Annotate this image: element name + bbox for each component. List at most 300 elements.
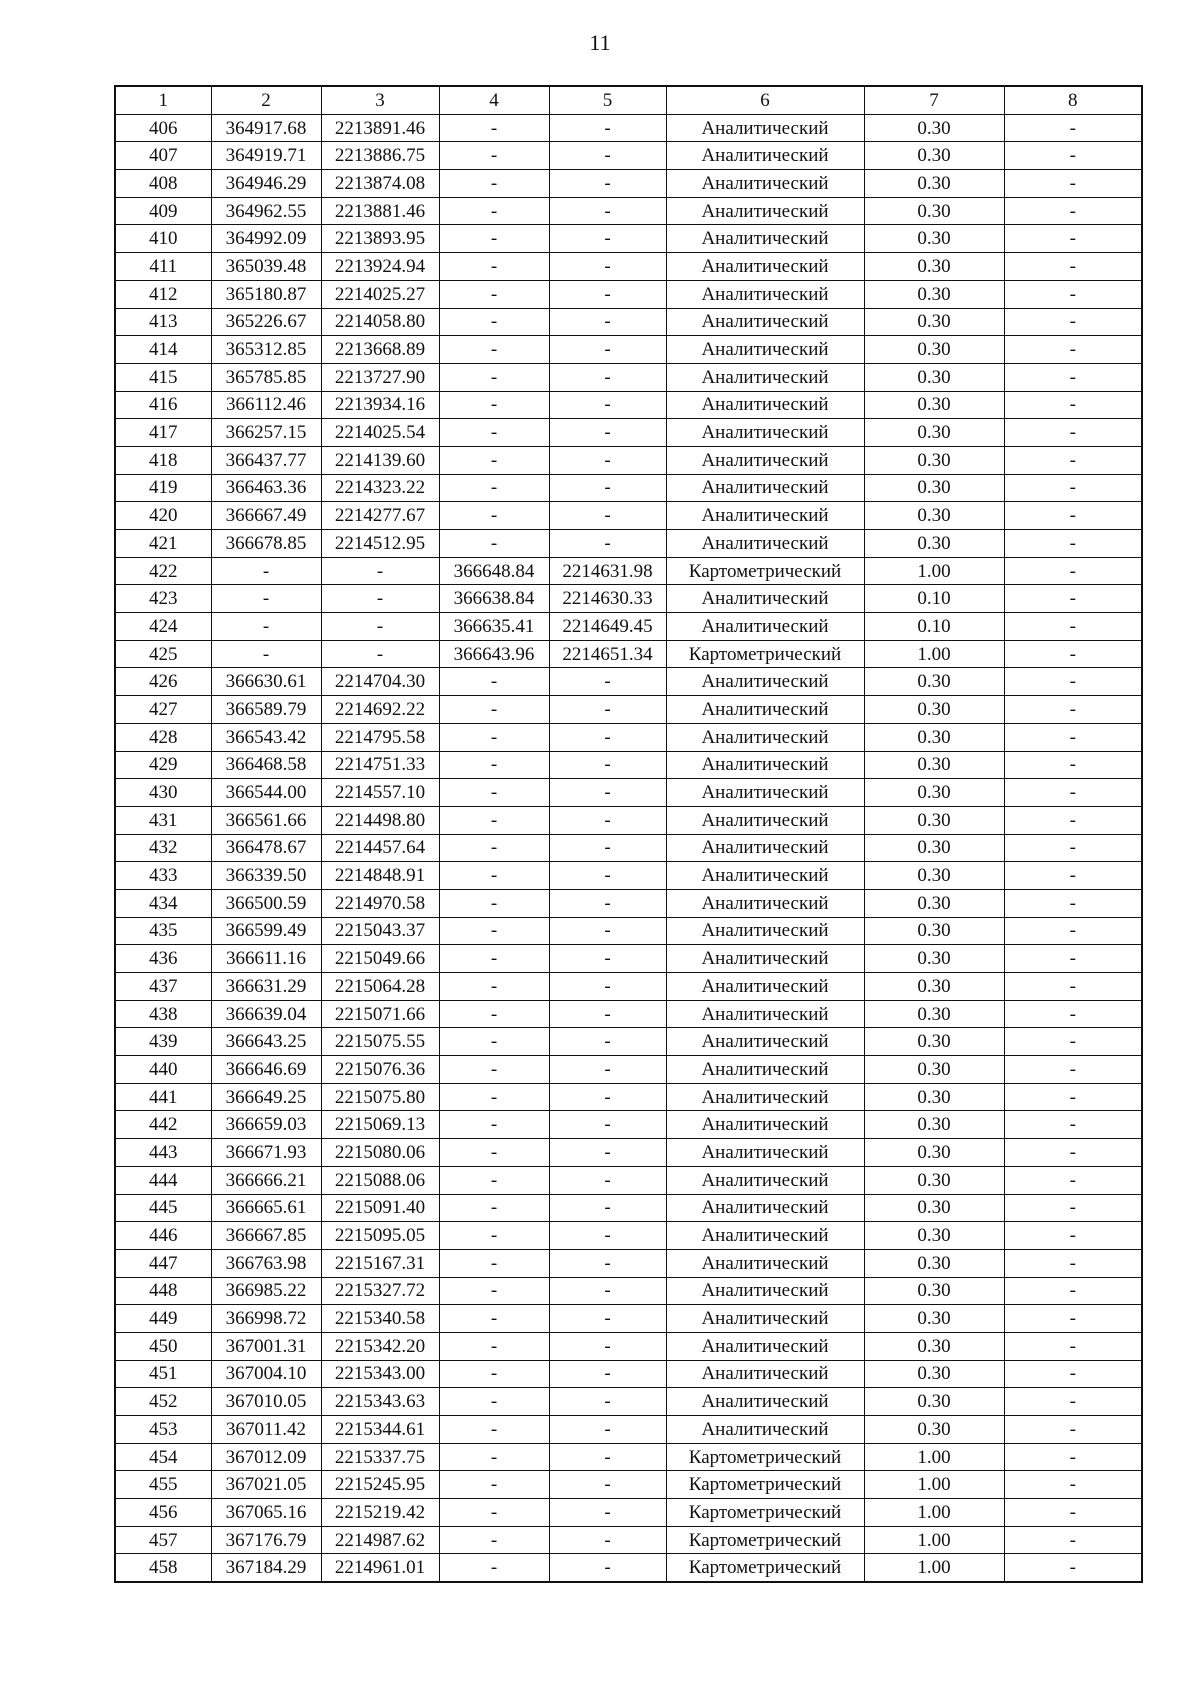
- table-cell: -: [439, 419, 549, 447]
- table-cell: -: [1004, 640, 1142, 668]
- table-cell: -: [439, 751, 549, 779]
- table-row: [115, 1139, 1142, 1167]
- table-cell: -: [439, 474, 549, 502]
- table-cell: 0.30: [864, 363, 1004, 391]
- table-cell: Аналитический: [666, 1277, 864, 1305]
- table-cell: 365312.85: [211, 336, 321, 364]
- table-cell: 2215043.37: [321, 917, 439, 945]
- table-cell: -: [1004, 1416, 1142, 1444]
- table-cell: -: [549, 973, 666, 1001]
- table-cell: 366631.29: [211, 973, 321, 1001]
- table-row: [115, 917, 1142, 945]
- table-cell: 2215344.61: [321, 1416, 439, 1444]
- table-row: [115, 474, 1142, 502]
- column-header: 8: [1004, 86, 1142, 114]
- table-cell: 2215069.13: [321, 1111, 439, 1139]
- table-cell: -: [1004, 1056, 1142, 1084]
- table-cell: 422: [115, 557, 211, 585]
- table-row: [115, 225, 1142, 253]
- table-cell: Аналитический: [666, 1194, 864, 1222]
- table-cell: 0.30: [864, 834, 1004, 862]
- table-cell: -: [549, 751, 666, 779]
- table-cell: 2213874.08: [321, 170, 439, 198]
- table-cell: -: [439, 1194, 549, 1222]
- table-cell: -: [1004, 170, 1142, 198]
- table-row: [115, 1056, 1142, 1084]
- table-row: [115, 1526, 1142, 1554]
- table-cell: 0.10: [864, 585, 1004, 613]
- table-cell: -: [549, 1056, 666, 1084]
- table-cell: 433: [115, 862, 211, 890]
- table-cell: 411: [115, 253, 211, 281]
- table-cell: 2214630.33: [549, 585, 666, 613]
- table-cell: 2215076.36: [321, 1056, 439, 1084]
- table-cell: -: [549, 1083, 666, 1111]
- table-cell: Аналитический: [666, 253, 864, 281]
- table-cell: -: [1004, 114, 1142, 142]
- table-cell: 416: [115, 391, 211, 419]
- table-cell: -: [439, 1471, 549, 1499]
- table-cell: 365180.87: [211, 280, 321, 308]
- table-cell: Аналитический: [666, 1083, 864, 1111]
- table-cell: -: [549, 142, 666, 170]
- table-cell: 366643.25: [211, 1028, 321, 1056]
- table-cell: 0.30: [864, 889, 1004, 917]
- table-cell: -: [549, 723, 666, 751]
- table-cell: 432: [115, 834, 211, 862]
- table-cell: -: [439, 889, 549, 917]
- table-row: [115, 779, 1142, 807]
- table-cell: -: [439, 806, 549, 834]
- table-cell: -: [549, 336, 666, 364]
- table-cell: 2215343.00: [321, 1360, 439, 1388]
- table-cell: 2215088.06: [321, 1166, 439, 1194]
- table-cell: Аналитический: [666, 1139, 864, 1167]
- table-cell: -: [549, 1499, 666, 1527]
- table-cell: -: [1004, 1305, 1142, 1333]
- table-cell: -: [549, 308, 666, 336]
- table-cell: 366666.21: [211, 1166, 321, 1194]
- table-row: [115, 723, 1142, 751]
- table-cell: 408: [115, 170, 211, 198]
- table-cell: 2215340.58: [321, 1305, 439, 1333]
- table-cell: 366638.84: [439, 585, 549, 613]
- table-cell: -: [1004, 336, 1142, 364]
- table-cell: -: [1004, 1360, 1142, 1388]
- table-row: [115, 1166, 1142, 1194]
- table-cell: Аналитический: [666, 197, 864, 225]
- table-row: [115, 530, 1142, 558]
- table-cell: 2215064.28: [321, 973, 439, 1001]
- table-cell: 366468.58: [211, 751, 321, 779]
- table-cell: 2214139.60: [321, 446, 439, 474]
- table-cell: 2214457.64: [321, 834, 439, 862]
- table-row: [115, 253, 1142, 281]
- table-cell: 443: [115, 1139, 211, 1167]
- table-row: [115, 668, 1142, 696]
- table-cell: 452: [115, 1388, 211, 1416]
- table-cell: -: [439, 114, 549, 142]
- table-cell: 0.30: [864, 1416, 1004, 1444]
- table-cell: 366544.00: [211, 779, 321, 807]
- table-cell: -: [549, 862, 666, 890]
- table-cell: 0.30: [864, 945, 1004, 973]
- table-cell: -: [1004, 1139, 1142, 1167]
- table-cell: -: [549, 446, 666, 474]
- table-cell: 0.30: [864, 170, 1004, 198]
- table-cell: 0.30: [864, 530, 1004, 558]
- table-cell: -: [439, 336, 549, 364]
- table-row: [115, 1194, 1142, 1222]
- table-cell: 366463.36: [211, 474, 321, 502]
- table-cell: 0.30: [864, 1194, 1004, 1222]
- table-cell: Аналитический: [666, 834, 864, 862]
- table-cell: -: [1004, 1499, 1142, 1527]
- table-cell: Аналитический: [666, 613, 864, 641]
- table-row: [115, 1222, 1142, 1250]
- table-cell: -: [549, 945, 666, 973]
- table-cell: Аналитический: [666, 779, 864, 807]
- table-cell: 406: [115, 114, 211, 142]
- table-cell: 364962.55: [211, 197, 321, 225]
- table-cell: 0.30: [864, 474, 1004, 502]
- table-cell: Аналитический: [666, 917, 864, 945]
- table-cell: 2214649.45: [549, 613, 666, 641]
- table-cell: -: [549, 170, 666, 198]
- table-cell: 1.00: [864, 640, 1004, 668]
- table-cell: 451: [115, 1360, 211, 1388]
- table-cell: Аналитический: [666, 1388, 864, 1416]
- table-cell: 0.30: [864, 197, 1004, 225]
- table-cell: 367065.16: [211, 1499, 321, 1527]
- table-cell: 438: [115, 1000, 211, 1028]
- table-cell: -: [1004, 1083, 1142, 1111]
- table-cell: Аналитический: [666, 474, 864, 502]
- table-cell: 366671.93: [211, 1139, 321, 1167]
- table-cell: 0.30: [864, 419, 1004, 447]
- table-cell: 2213934.16: [321, 391, 439, 419]
- table-cell: Аналитический: [666, 280, 864, 308]
- table-cell: 0.30: [864, 779, 1004, 807]
- table-cell: 1.00: [864, 1499, 1004, 1527]
- table-cell: -: [439, 1305, 549, 1333]
- table-cell: -: [549, 1360, 666, 1388]
- table-cell: -: [321, 557, 439, 585]
- table-cell: -: [321, 640, 439, 668]
- table-cell: 450: [115, 1332, 211, 1360]
- table-cell: 366659.03: [211, 1111, 321, 1139]
- table-cell: 2214631.98: [549, 557, 666, 585]
- table-cell: 2215219.42: [321, 1499, 439, 1527]
- table-cell: 0.30: [864, 1139, 1004, 1167]
- table-cell: 417: [115, 419, 211, 447]
- table-row: [115, 751, 1142, 779]
- table-cell: 366646.69: [211, 1056, 321, 1084]
- table-cell: 2213727.90: [321, 363, 439, 391]
- table-cell: 0.30: [864, 1056, 1004, 1084]
- table-cell: -: [439, 1028, 549, 1056]
- table-cell: 449: [115, 1305, 211, 1333]
- table-cell: 366478.67: [211, 834, 321, 862]
- table-cell: -: [1004, 1194, 1142, 1222]
- table-cell: 0.10: [864, 613, 1004, 641]
- table-cell: -: [439, 142, 549, 170]
- table-cell: Аналитический: [666, 751, 864, 779]
- table-row: [115, 419, 1142, 447]
- table-cell: 1.00: [864, 557, 1004, 585]
- table-cell: 1.00: [864, 1554, 1004, 1582]
- table-cell: -: [549, 1471, 666, 1499]
- table-cell: Картометрический: [666, 1499, 864, 1527]
- table-row: [115, 280, 1142, 308]
- table-cell: 2214795.58: [321, 723, 439, 751]
- table-cell: -: [439, 391, 549, 419]
- table-cell: Аналитический: [666, 1056, 864, 1084]
- table-cell: -: [321, 613, 439, 641]
- table-cell: 364917.68: [211, 114, 321, 142]
- table-cell: 0.30: [864, 1277, 1004, 1305]
- table-cell: 366667.85: [211, 1222, 321, 1250]
- table-row: [115, 391, 1142, 419]
- table-cell: Аналитический: [666, 806, 864, 834]
- table-row: [115, 557, 1142, 585]
- column-header: 6: [666, 86, 864, 114]
- table-cell: Аналитический: [666, 585, 864, 613]
- table-cell: -: [1004, 502, 1142, 530]
- table-cell: Аналитический: [666, 530, 864, 558]
- table-cell: 0.30: [864, 1222, 1004, 1250]
- table-cell: 436: [115, 945, 211, 973]
- table-cell: 367184.29: [211, 1554, 321, 1582]
- table-row: [115, 1083, 1142, 1111]
- table-cell: -: [1004, 557, 1142, 585]
- table-cell: -: [439, 1139, 549, 1167]
- table-cell: -: [549, 1332, 666, 1360]
- table-cell: Аналитический: [666, 1111, 864, 1139]
- table-cell: 366998.72: [211, 1305, 321, 1333]
- table-cell: Аналитический: [666, 1360, 864, 1388]
- table-cell: -: [211, 640, 321, 668]
- table-cell: -: [1004, 1111, 1142, 1139]
- table-cell: Аналитический: [666, 862, 864, 890]
- table-cell: 2214692.22: [321, 696, 439, 724]
- table-row: [115, 696, 1142, 724]
- table-cell: -: [1004, 834, 1142, 862]
- table-cell: Аналитический: [666, 308, 864, 336]
- table-cell: 366500.59: [211, 889, 321, 917]
- table-cell: 2214848.91: [321, 862, 439, 890]
- table-cell: 435: [115, 917, 211, 945]
- table-cell: -: [549, 391, 666, 419]
- table-cell: 0.30: [864, 1083, 1004, 1111]
- table-cell: -: [549, 474, 666, 502]
- table-cell: 366112.46: [211, 391, 321, 419]
- table-cell: 366589.79: [211, 696, 321, 724]
- table-cell: 0.30: [864, 1332, 1004, 1360]
- table-cell: Аналитический: [666, 973, 864, 1001]
- table-cell: -: [549, 806, 666, 834]
- column-header: 4: [439, 86, 549, 114]
- table-cell: -: [1004, 696, 1142, 724]
- table-row: [115, 1360, 1142, 1388]
- table-row: [115, 336, 1142, 364]
- table-cell: 367176.79: [211, 1526, 321, 1554]
- table-cell: 0.30: [864, 1000, 1004, 1028]
- table-cell: -: [1004, 1000, 1142, 1028]
- table-cell: 431: [115, 806, 211, 834]
- table-cell: 2215080.06: [321, 1139, 439, 1167]
- table-cell: 0.30: [864, 1028, 1004, 1056]
- table-cell: -: [439, 1554, 549, 1582]
- table-cell: 0.30: [864, 308, 1004, 336]
- table-cell: -: [549, 1194, 666, 1222]
- table-cell: -: [439, 1166, 549, 1194]
- table-cell: Картометрический: [666, 1443, 864, 1471]
- table-cell: 0.30: [864, 806, 1004, 834]
- table-cell: -: [439, 253, 549, 281]
- table-cell: -: [439, 446, 549, 474]
- table-cell: 366643.96: [439, 640, 549, 668]
- table-cell: Аналитический: [666, 170, 864, 198]
- table-cell: 2215075.80: [321, 1083, 439, 1111]
- table-cell: Аналитический: [666, 1416, 864, 1444]
- coordinates-table: [114, 85, 1143, 1583]
- table-cell: 2213891.46: [321, 114, 439, 142]
- table-cell: -: [549, 530, 666, 558]
- table-cell: -: [1004, 363, 1142, 391]
- table-cell: 366543.42: [211, 723, 321, 751]
- table-cell: -: [1004, 197, 1142, 225]
- table-cell: 364992.09: [211, 225, 321, 253]
- table-cell: -: [439, 862, 549, 890]
- table-row: [115, 973, 1142, 1001]
- table-cell: Аналитический: [666, 1249, 864, 1277]
- table-row: [115, 1305, 1142, 1333]
- table-cell: -: [1004, 1471, 1142, 1499]
- table-cell: 366561.66: [211, 806, 321, 834]
- table-row: [115, 1028, 1142, 1056]
- table-cell: Аналитический: [666, 1305, 864, 1333]
- table-cell: -: [1004, 308, 1142, 336]
- table-cell: Аналитический: [666, 142, 864, 170]
- table-cell: 2213893.95: [321, 225, 439, 253]
- table-cell: -: [439, 917, 549, 945]
- table-cell: -: [549, 889, 666, 917]
- table-cell: 2214058.80: [321, 308, 439, 336]
- table-cell: -: [549, 1000, 666, 1028]
- table-cell: 407: [115, 142, 211, 170]
- table-cell: 2213924.94: [321, 253, 439, 281]
- column-header: 1: [115, 86, 211, 114]
- table-cell: 418: [115, 446, 211, 474]
- table-row: [115, 1471, 1142, 1499]
- table-cell: 0.30: [864, 668, 1004, 696]
- table-cell: Картометрический: [666, 640, 864, 668]
- table-cell: 2215327.72: [321, 1277, 439, 1305]
- table-cell: 366985.22: [211, 1277, 321, 1305]
- table-cell: 0.30: [864, 862, 1004, 890]
- table-cell: 0.30: [864, 1249, 1004, 1277]
- table-cell: -: [1004, 446, 1142, 474]
- table-row: [115, 613, 1142, 641]
- table-row: [115, 197, 1142, 225]
- table-cell: 2214987.62: [321, 1526, 439, 1554]
- table-row: [115, 363, 1142, 391]
- table-cell: 2215049.66: [321, 945, 439, 973]
- table-cell: Аналитический: [666, 419, 864, 447]
- table-cell: 454: [115, 1443, 211, 1471]
- table-cell: 2213886.75: [321, 142, 439, 170]
- table-cell: 366437.77: [211, 446, 321, 474]
- table-cell: 421: [115, 530, 211, 558]
- table-cell: -: [549, 1111, 666, 1139]
- table-cell: -: [439, 363, 549, 391]
- table-cell: 445: [115, 1194, 211, 1222]
- table-row: [115, 1277, 1142, 1305]
- page-number: 11: [589, 30, 611, 55]
- table-cell: 2215091.40: [321, 1194, 439, 1222]
- table-row: [115, 1332, 1142, 1360]
- table-cell: -: [1004, 530, 1142, 558]
- column-header: 5: [549, 86, 666, 114]
- table-cell: 412: [115, 280, 211, 308]
- table-cell: 364946.29: [211, 170, 321, 198]
- table-header-row: [115, 86, 1142, 114]
- table-row: [115, 308, 1142, 336]
- table-cell: 365226.67: [211, 308, 321, 336]
- table-cell: -: [1004, 751, 1142, 779]
- table-cell: -: [549, 280, 666, 308]
- table-cell: 2214512.95: [321, 530, 439, 558]
- table-cell: 2215245.95: [321, 1471, 439, 1499]
- table-cell: -: [439, 225, 549, 253]
- table-cell: Аналитический: [666, 696, 864, 724]
- table-cell: -: [549, 1526, 666, 1554]
- table-cell: -: [549, 114, 666, 142]
- table-cell: -: [439, 1499, 549, 1527]
- table-cell: Аналитический: [666, 1166, 864, 1194]
- table-cell: 453: [115, 1416, 211, 1444]
- table-cell: 0.30: [864, 973, 1004, 1001]
- table-cell: -: [1004, 142, 1142, 170]
- table-cell: 367021.05: [211, 1471, 321, 1499]
- table-cell: -: [1004, 253, 1142, 281]
- table-cell: Картометрический: [666, 1526, 864, 1554]
- table-cell: -: [1004, 419, 1142, 447]
- table-cell: -: [211, 613, 321, 641]
- table-cell: Аналитический: [666, 446, 864, 474]
- table-cell: -: [1004, 1388, 1142, 1416]
- table-cell: -: [439, 1388, 549, 1416]
- table-cell: 0.30: [864, 502, 1004, 530]
- table-cell: -: [439, 668, 549, 696]
- table-cell: 2215075.55: [321, 1028, 439, 1056]
- table-cell: -: [439, 1360, 549, 1388]
- table-cell: -: [321, 585, 439, 613]
- table-cell: -: [1004, 862, 1142, 890]
- table-cell: 0.30: [864, 696, 1004, 724]
- table-cell: 444: [115, 1166, 211, 1194]
- table-cell: 2214557.10: [321, 779, 439, 807]
- table-row: [115, 1388, 1142, 1416]
- table-cell: -: [549, 1554, 666, 1582]
- table-row: [115, 1443, 1142, 1471]
- table-cell: -: [549, 197, 666, 225]
- table-cell: 442: [115, 1111, 211, 1139]
- table-cell: -: [1004, 1277, 1142, 1305]
- table-cell: 446: [115, 1222, 211, 1250]
- table-cell: 458: [115, 1554, 211, 1582]
